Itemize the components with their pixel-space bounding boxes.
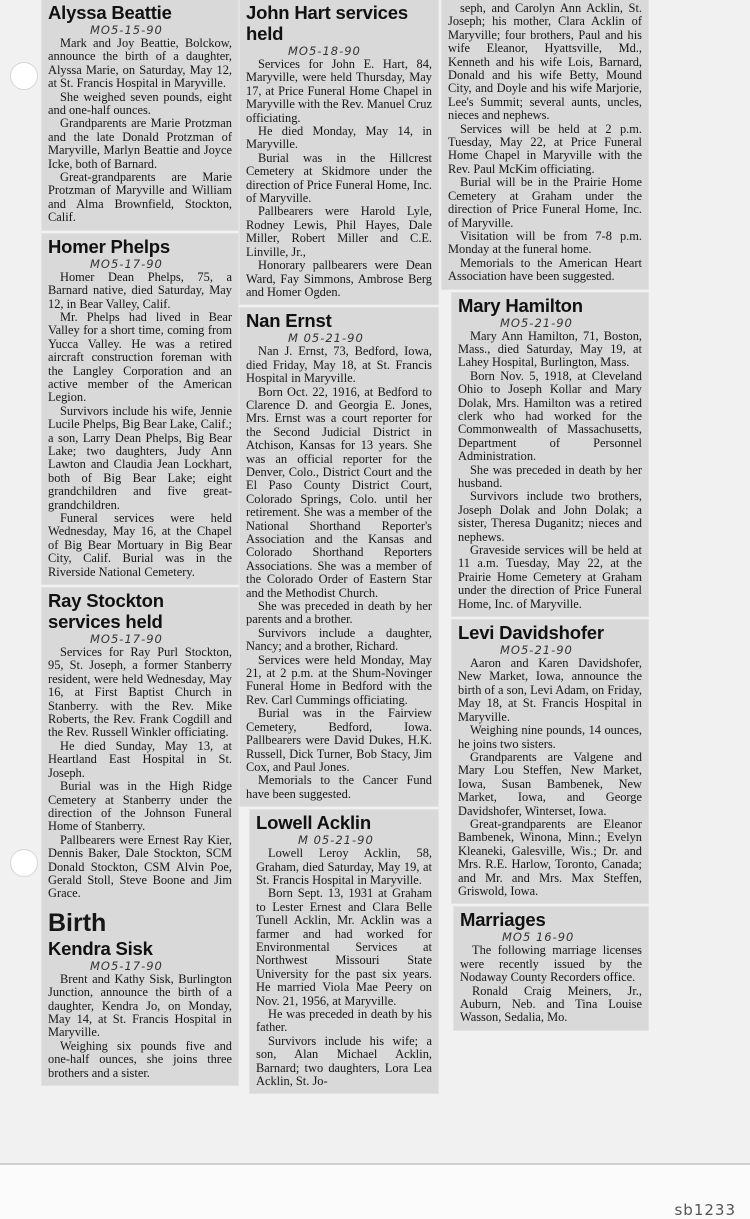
punch-hole — [10, 62, 38, 90]
paragraph: He was preceded in death by his father. — [256, 1007, 432, 1035]
paragraph: She was preceded in death by her parents and a brother. — [246, 599, 432, 627]
headline: Mary Hamilton — [458, 294, 583, 316]
clipping-mary-hamilton — [452, 293, 648, 617]
paragraph: Survivors include a daughter, Nancy; and a brother, Richard. — [246, 625, 432, 654]
paragraph: The following marriage licenses were recently issued by the Nodaway County Recorders office. — [460, 943, 642, 985]
clipping-nan-ernst — [240, 308, 438, 806]
paragraph: Visitation will be from 7-8 p.m. Monday at the funeral home. — [448, 228, 642, 257]
column-3 — [442, 0, 648, 1030]
headline: Homer Phelps — [48, 235, 170, 257]
section-heading: Birth — [48, 908, 107, 937]
paragraph: Memorials to the American Heart Association have been suggested. — [448, 255, 642, 284]
paragraph: Aaron and Karen Davidshofer, New Market, Iowa, announce the birth of a son, Levi Adam, on Friday, May 18, at St. Francis Hospital in Maryville. — [458, 656, 642, 724]
headline: Ray Stockton services held — [48, 590, 164, 633]
paragraph: Survivors include his wife; a son, Alan Michael Acklin, Barnard; two daughters, Lora Lea Acklin, St. Jo- — [256, 1033, 432, 1089]
paragraph: seph, and Carolyn Ann Acklin, St. Joseph; his mother, Clara Acklin of Maryville; four brothers, Paul and his wife Eleanor, Hyattsville, Md., Kenneth and his wife Lois, Barnard, Donald and his wife Betty, Mound City, and Doyle and his wife Marjorie, Lee's Summit; several aunts, uncles, nieces and nephews. — [448, 1, 642, 123]
headline: Levi Davidshofer — [458, 622, 604, 644]
paragraph: Services will be held at 2 p.m. Tuesday, May 22, at Price Funeral Home Chapel in Maryville with the Rev. Paul McKim officiating. — [448, 121, 642, 176]
handwritten-date: MO5-17-90 — [90, 256, 163, 271]
paragraph: She was preceded in death by her husband. — [458, 462, 642, 490]
clipping-ray-stockton — [42, 588, 238, 1085]
handwritten-date: MO5-21-90 — [500, 643, 573, 658]
clipping-john-hart — [240, 0, 438, 304]
paragraph: Born Oct. 22, 1916, at Bedford to Clarence D. and Georgia E. Jones, Mrs. Ernst was a court reporter for the Second Judicial District in Atchison, Kansas for 13 years. She was an official reporter for the Denver, Colo., District Court and the El Paso County District Court, Colorado Springs, Colo. until her retirement. She was a member of the National Shorthand Reporter's Association and the Kansas and Colorado Shorthand Reporters Associations. She was a member of the Colorado Order of Eastern Star and the Methodist Church. — [246, 384, 432, 600]
paragraph: Funeral services were held Wednesday, May 16, at the Chapel of Big Bear Mortuary in Big Bear City, Calif. Burial was in the Riverside National Cemetery. — [48, 511, 232, 579]
headline: Lowell Acklin — [256, 812, 371, 834]
clipping-homer-phelps — [42, 234, 238, 584]
paragraph: Survivors include his wife, Jennie Lucile Phelps, Big Bear Lake, Calif.; a son, Larry Dean Phelps, Big Bear Lake; two daughters, Judy Ann Lawton and Claudia Jean Lockhart, both of Big Bear Lake; eight grandchildren and five great-grandchildren. — [48, 403, 232, 512]
paragraph: Services for John E. Hart, 84, Maryville, were held Thursday, May 17, at Price Funeral Home Chapel in Maryville with the Rev. Manuel Cruz officiating. — [246, 57, 432, 125]
paragraph: Burial was in the Fairview Cemetery, Bedford, Iowa. Pallbearers were David Dukes, H.K. Russell, Dick Turner, Bob Stacy, Jim Cox, and Paul Jones. — [246, 706, 432, 774]
paragraph: Weighing six pounds five and one-half ounces, she joins three brothers and a sister. — [48, 1038, 232, 1080]
clipping-alyssa-beattie — [42, 0, 238, 230]
column-1 — [42, 0, 238, 1085]
clipping-marriages — [454, 907, 648, 1029]
headline: Kendra Sisk — [48, 937, 153, 959]
headline: Nan Ernst — [246, 310, 332, 332]
paragraph: Brent and Kathy Sisk, Burlington Junction, announce the birth of a daughter, Kendra Jo, on Monday, May 14, at St. Francis Hospital in Maryville. — [48, 971, 232, 1040]
clipping-lowell-acklin — [250, 810, 438, 1093]
clipping-levi-davidshofer — [452, 620, 648, 903]
paragraph: Ronald Craig Meiners, Jr., Auburn, Neb. and Tina Louise Wasson, Sedalia, Mo. — [460, 983, 642, 1025]
handwritten-date: MO5-17-90 — [90, 632, 163, 647]
paragraph: Grandparents are Marie Protzman and the late Donald Protzman of Maryville, Marlyn Beattie and Joyce Icke, both of Barnard. — [48, 116, 232, 171]
paragraph: He died Sunday, May 13, at Heartland East Hospital in St. Joseph. — [48, 738, 232, 780]
paragraph: Burial was in the High Ridge Cemetery at Stanberry under the direction of the Johnson Funeral Home of Stanberry. — [48, 779, 232, 834]
paragraph: Weighing nine pounds, 14 ounces, he joins two sisters. — [458, 723, 642, 751]
handwritten-date: MO5-21-90 — [500, 315, 573, 330]
paragraph: Survivors include two brothers, Joseph Dolak and John Dolak; a sister, Theresa Duganitz; nieces and nephews. — [458, 489, 642, 544]
paragraph: Lowell Leroy Acklin, 58, Graham, died Saturday, May 19, at St. Francis Hospital in Maryville. — [256, 846, 432, 887]
paragraph: He died Monday, May 14, in Maryville. — [246, 124, 432, 152]
handwritten-date: MO5-15-90 — [90, 23, 163, 37]
handwritten-date: MO5 16-90 — [502, 930, 575, 945]
paragraph: Nan J. Ernst, 73, Bedford, Iowa, died Friday, May 18, at St. Francis Hospital in Maryville. — [246, 344, 432, 386]
paragraph: Mr. Phelps had lived in Bear Valley for a short time, coming from Yucca Valley. He was a retired aircraft construction foreman with the Langley Corporation and an active member of the American Legion. — [48, 309, 232, 405]
headline: Marriages — [460, 909, 546, 931]
paragraph: Born Sept. 13, 1931 at Graham to Lester Ernest and Clara Belle Tunell Acklin, Mr. Acklin was a farmer and had worked for Environmental Services at Northwest Missouri State University for the past six years. He married Viola Mae Peery on Nov. 21, 1956, at Maryville. — [256, 886, 432, 1008]
headline: John Hart services held — [246, 2, 408, 44]
paragraph: Born Nov. 5, 1918, at Cleveland Ohio to Joseph Kollar and Mary Dolak, Mrs. Hamilton was a retired clerk who had worked for the Commonwealth of Massachusetts, Department of Personnel Administration. — [458, 368, 642, 464]
paragraph: Memorials to the Cancer Fund have been suggested. — [246, 773, 432, 801]
handwritten-date: M 05-21-90 — [288, 331, 364, 346]
paragraph: Burial will be in the Prairie Home Cemetery at Graham under the direction of Price Funeral Home, Inc. of Maryville. — [448, 175, 642, 230]
paragraph: Homer Dean Phelps, 75, a Barnard native, died Saturday, May 12, in Bear Valley, Calif. — [48, 269, 232, 311]
handwritten-date: MO5-17-90 — [90, 958, 163, 973]
paragraph: Graveside services will be held at 11 a.m. Tuesday, May 22, at the Prairie Home Cemetery at Graham under the direction of Price Funeral Home, Inc. of Maryville. — [458, 543, 642, 611]
paragraph: Mark and Joy Beattie, Bolckow, announce the birth of a daughter, Alyssa Marie, on Saturday, May 12, at St. Francis Hospital in Maryville. — [48, 36, 232, 91]
handwritten-date: MO5-18-90 — [288, 44, 361, 58]
paragraph: Burial was in the Hillcrest Cemetery at Skidmore under the direction of Price Funeral Home, Inc. of Maryville. — [246, 150, 432, 206]
headline: Alyssa Beattie — [48, 2, 172, 23]
paragraph: Honorary pallbearers were Dean Ward, Fay Simmons, Ambrose Berg and Homer Ogden. — [246, 258, 432, 299]
paragraph: Mary Ann Hamilton, 71, Boston, Mass., died Saturday, May 19, at Lahey Hospital, Burlington, Mass. — [458, 328, 642, 370]
paragraph: She weighed seven pounds, eight and one-half ounces. — [48, 89, 232, 118]
paragraph: Pallbearers were Ernest Ray Kier, Dennis Baker, Dale Stockton, SCM Donald Stockton, CSM Alvin Poe, Gerald Stoll, Steve Boone and Jim Grace. — [48, 832, 232, 901]
punch-hole — [10, 849, 38, 877]
paragraph: Pallbearers were Harold Lyle, Rodney Lewis, Phil Hayes, Dale Miller, Robert Miller and C.E. Linville, Jr., — [246, 204, 432, 259]
paragraph: Grandparents are Valgene and Mary Lou Steffen, New Market, Iowa, Susan Bambenek, New Market, Iowa, and George Davidshofer, Winterset, Iowa. — [458, 749, 642, 818]
paragraph: Great-grandparents are Marie Protzman of Maryville and William and Alma Brownfield, Stockton, Calif. — [48, 170, 232, 225]
column-2 — [240, 0, 438, 1093]
paragraph: Services were held Monday, May 21, at 2 p.m. at the Shum-Novinger Funeral Home in Bedford with the Rev. Carl Cummings officiating. — [246, 652, 432, 707]
clipping-acklin-continued — [442, 0, 648, 289]
handwritten-date: M 05-21-90 — [298, 833, 374, 848]
paragraph: Services for Ray Purl Stockton, 95, St. Joseph, a former Stanberry resident, were held Wednesday, May 16, at First Baptist Church in Stanberry. with the Rev. Mike Roberts, the Rev. Frank Cogdill and the Rev. Russell Winkler officiating. — [48, 645, 232, 740]
page-reference-number: sb1233 — [674, 1201, 736, 1219]
paragraph: Great-grandparents are Eleanor Bambenek, Winona, Minn.; Evelyn Kleaneki, Galesville, Wis.; Dr. and Mrs. R.E. Harlow, Toronto, Canada; and Mr. and Mrs. Max Steffen, Griswold, Iowa. — [458, 816, 642, 898]
